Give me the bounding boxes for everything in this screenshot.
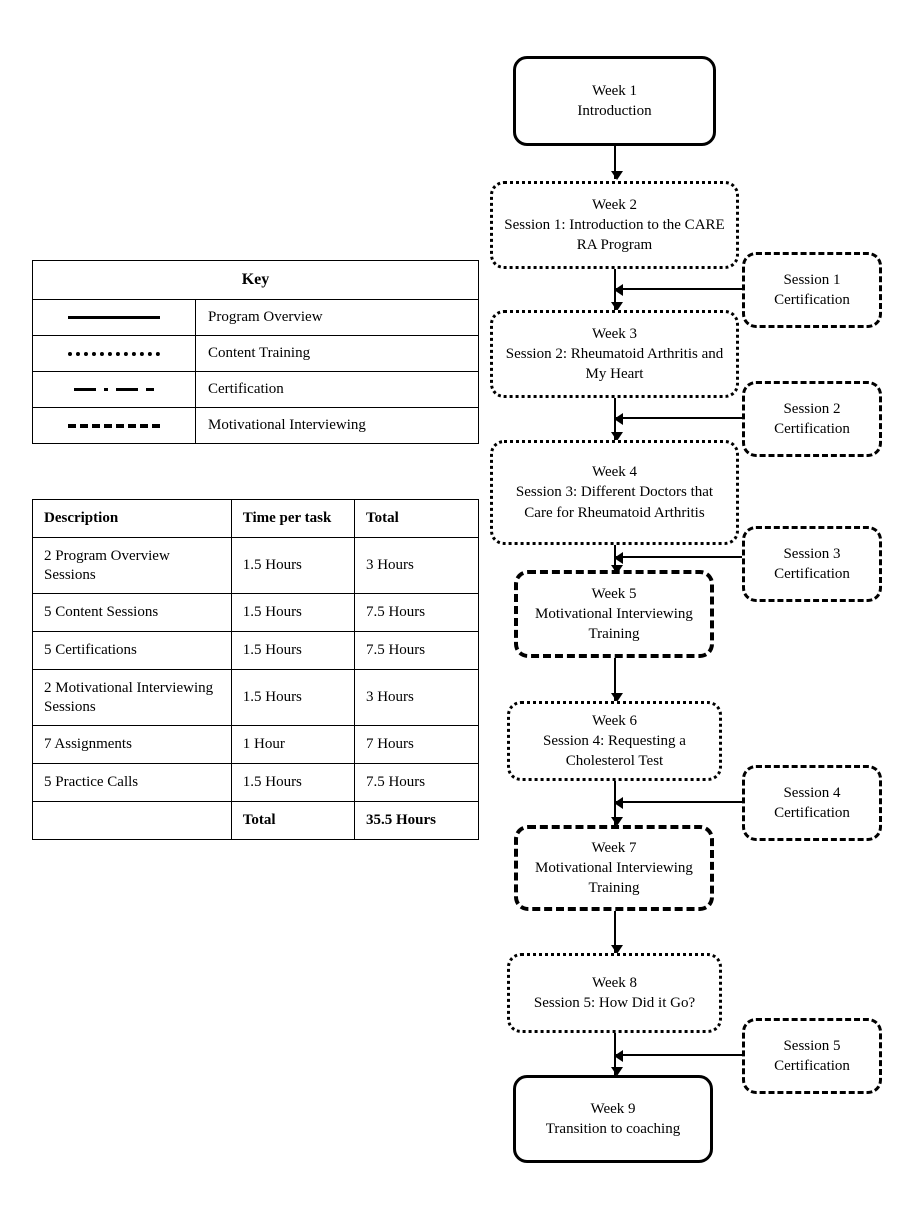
flow-node-certification-5 [742,1018,882,1094]
certification-label: Certification [774,292,850,308]
flow-node-week-8 [507,953,722,1033]
flow-node-week-3 [490,310,739,398]
key-line-sample-solid [33,300,196,336]
flow-node-certification-4 [742,765,882,841]
cell-description [33,801,232,839]
dotted-line-icon [68,352,160,356]
certification-label: Certification [774,1058,850,1074]
cell-total-value: 35.5 Hours [354,801,478,839]
table-total-row [33,801,479,839]
flow-node-week-label: Week 3 [591,325,638,342]
flow-node-text: Session 1: Introduction to the CARE RA Program [504,216,725,254]
table-row [33,764,479,802]
dash-dot-line-icon [74,388,154,391]
table-row [33,594,479,632]
certification-label: Certification [774,566,850,582]
key-row-certification [33,372,479,408]
flow-node-text: Transition to coaching [545,1121,681,1137]
cell-time: 1.5 Hours [231,764,354,802]
key-row-program-overview [33,300,479,336]
arrow-certification5-to-flow [616,1054,742,1056]
arrow-certification3-to-flow [616,556,742,558]
flow-node-week-label: Week 6 [591,712,638,729]
cell-total: 3 Hours [354,669,478,726]
cell-time: 1.5 Hours [231,594,354,632]
cell-time: 1.5 Hours [231,537,354,594]
flow-node-text: Introduction [577,103,652,119]
cell-time: 1 Hour [231,726,354,764]
flow-node-text: Motivational Interviewing Training [535,859,693,897]
key-line-sample-dashdot [33,372,196,408]
flow-node-text: Session 4: Requesting a Cholesterol Test [543,732,686,770]
arrow-week5-to-week6 [614,658,616,701]
cell-total: 7 Hours [354,726,478,764]
arrow-certification2-to-flow [616,417,742,419]
table-header-row [33,500,479,538]
cell-total: 7.5 Hours [354,632,478,670]
key-row-motivational-interviewing [33,408,479,444]
flow-node-week-label: Week 2 [591,196,638,213]
flow-node-week-7 [514,825,714,911]
column-header-description: Description [33,500,232,538]
certification-label: Certification [774,805,850,821]
flow-node-text: Session 5: How Did it Go? [533,995,696,1011]
table-row [33,726,479,764]
flow-node-certification-2 [742,381,882,457]
arrow-week7-to-week8 [614,911,616,953]
certification-session-label: Session 3 [783,545,841,562]
key-table [32,260,479,444]
certification-session-label: Session 1 [783,271,841,288]
flow-node-week-5 [514,570,714,658]
column-header-total: Total [354,500,478,538]
flow-node-week-6 [507,701,722,781]
cell-total-label: Total [231,801,354,839]
certification-session-label: Session 2 [783,400,841,417]
cell-time: 1.5 Hours [231,669,354,726]
flow-node-week-2 [490,181,739,269]
flow-node-week-9 [513,1075,713,1163]
key-label-certification: Certification [196,372,479,408]
program-timeline-flowchart [470,0,902,1218]
flow-node-week-label: Week 1 [591,82,638,99]
certification-session-label: Session 4 [783,784,841,801]
cell-description: 5 Certifications [33,632,232,670]
flow-node-certification-1 [742,252,882,328]
flow-node-week-1 [513,56,716,146]
table-row [33,632,479,670]
flow-node-text: Motivational Interviewing Training [535,605,693,643]
dashed-line-icon [68,424,160,428]
time-commitment-table [32,499,479,840]
cell-description: 2 Motivational Interviewing Sessions [33,669,232,726]
key-title-row [33,261,479,300]
key-line-sample-dashed [33,408,196,444]
cell-description: 5 Content Sessions [33,594,232,632]
certification-label: Certification [774,421,850,437]
key-label-content-training: Content Training [196,336,479,372]
arrow-certification4-to-flow [616,801,742,803]
solid-line-icon [68,316,160,319]
certification-session-label: Session 5 [783,1037,841,1054]
cell-total: 3 Hours [354,537,478,594]
cell-total: 7.5 Hours [354,764,478,802]
flow-node-week-label: Week 7 [591,839,637,856]
flow-node-week-4 [490,440,739,545]
flow-node-week-label: Week 4 [591,464,638,481]
arrow-certification1-to-flow [616,288,742,290]
arrow-week1-to-week2 [614,146,616,179]
key-title: Key [33,261,479,300]
key-row-content-training [33,336,479,372]
flow-node-week-label: Week 8 [591,974,638,991]
key-label-motivational-interviewing: Motivational Interviewing [196,408,479,444]
table-row [33,537,479,594]
column-header-time-per-task: Time per task [231,500,354,538]
flow-node-text: Session 2: Rheumatoid Arthritis and My Heart [505,345,724,383]
flow-node-certification-3 [742,526,882,602]
table-row [33,669,479,726]
key-label-program-overview: Program Overview [196,300,479,336]
cell-total: 7.5 Hours [354,594,478,632]
cell-description: 2 Program Overview Sessions [33,537,232,594]
cell-description: 7 Assignments [33,726,232,764]
flow-node-text: Session 3: Different Doctors that Care for Rheumatoid Arthritis [515,484,714,521]
key-line-sample-dotted [33,336,196,372]
flow-node-week-label: Week 9 [590,1100,636,1117]
flow-node-week-label: Week 5 [591,585,637,602]
cell-description: 5 Practice Calls [33,764,232,802]
cell-time: 1.5 Hours [231,632,354,670]
